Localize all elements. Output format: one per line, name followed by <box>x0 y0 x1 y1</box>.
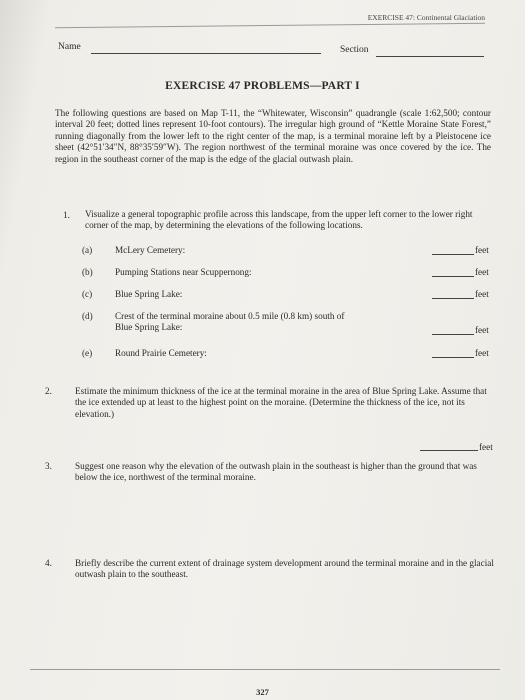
item-text: Pumping Stations near Scuppernong: <box>115 267 252 277</box>
item-unit: feet <box>475 324 489 335</box>
footer-rule <box>30 669 500 670</box>
section-field[interactable] <box>376 56 484 57</box>
item-unit: feet <box>475 347 489 358</box>
answer-blank-1b[interactable] <box>432 276 474 277</box>
item-unit: feet <box>475 288 489 299</box>
item-text: Round Prairie Cemetery: <box>115 348 207 358</box>
question-4-number: 4. <box>45 558 52 568</box>
question-1-number: 1. <box>63 210 70 220</box>
running-header: EXERCISE 47: Continental Glaciation <box>367 13 485 22</box>
question-3-number: 3. <box>45 461 52 471</box>
question-1a <box>82 245 492 257</box>
answer-blank-1d[interactable] <box>432 334 474 335</box>
item-unit: feet <box>475 266 489 277</box>
question-1d <box>82 311 492 337</box>
name-label: Name <box>58 42 81 52</box>
question-1-text: Visualize a general topographic profile across this landscape, from the upper left corner to the lower right corner of the map, by determining the elevations of the following locations. <box>85 209 473 231</box>
item-text: McLery Cemetery: <box>115 245 186 255</box>
question-2-unit: feet <box>479 442 493 452</box>
question-1c <box>82 289 492 301</box>
item-unit: feet <box>475 244 489 255</box>
item-text: Crest of the terminal moraine about 0.5 mile (0.8 km) south of Blue Spring Lake: <box>115 311 345 333</box>
item-label: (d) <box>82 311 93 321</box>
item-label: (b) <box>82 267 93 277</box>
header-rule <box>55 23 485 29</box>
answer-blank-1c[interactable] <box>432 298 474 299</box>
page-number: 327 <box>256 687 269 697</box>
question-2-text: Estimate the minimum thickness of the ice at the terminal moraine in the area of Blue Spring Lake. Assume that the ice extended up at least to the highest point on the moraine. (Determine the thickness of the ice, not its elevation.) <box>75 386 487 419</box>
page-title: EXERCISE 47 PROBLEMS—PART I <box>165 80 360 92</box>
item-label: (a) <box>82 245 93 255</box>
question-2-number: 2. <box>45 386 52 396</box>
name-field[interactable] <box>91 53 321 54</box>
question-4-text: Briefly describe the current extent of drainage system development around the terminal moraine and in the glacial outwash plain to the southeast. <box>75 558 494 580</box>
question-1e <box>82 348 492 360</box>
answer-blank-1e[interactable] <box>432 357 474 358</box>
item-label: (c) <box>82 289 93 299</box>
question-3-text: Suggest one reason why the elevation of the outwash plain in the southeast is higher than the ground that was below the ice, northwest of the terminal moraine. <box>75 461 477 483</box>
intro-paragraph: The following questions are based on Map T-11, the “Whitewater, Wisconsin” quadrangle (scale 1:62,500; contour interval 20 feet; dotted lines represent 10-foot contours). The irregular high ground of “Kettle Moraine State Forest,” running diagonally from the lower left to the right center of the map, is a terminal moraine left by a Pleistocene ice sheet (42°51′34″N, 88°35′59″W). The region northwest of the terminal moraine was once covered by the ice. The region in the southeast corner of the map is the edge of the glacial outwash plain. <box>55 108 491 164</box>
item-label: (e) <box>82 348 93 358</box>
item-text: Blue Spring Lake: <box>115 289 183 299</box>
answer-blank-1a[interactable] <box>432 254 474 255</box>
question-1b <box>82 267 492 279</box>
section-label: Section <box>340 45 369 55</box>
answer-blank-2[interactable] <box>420 450 478 451</box>
